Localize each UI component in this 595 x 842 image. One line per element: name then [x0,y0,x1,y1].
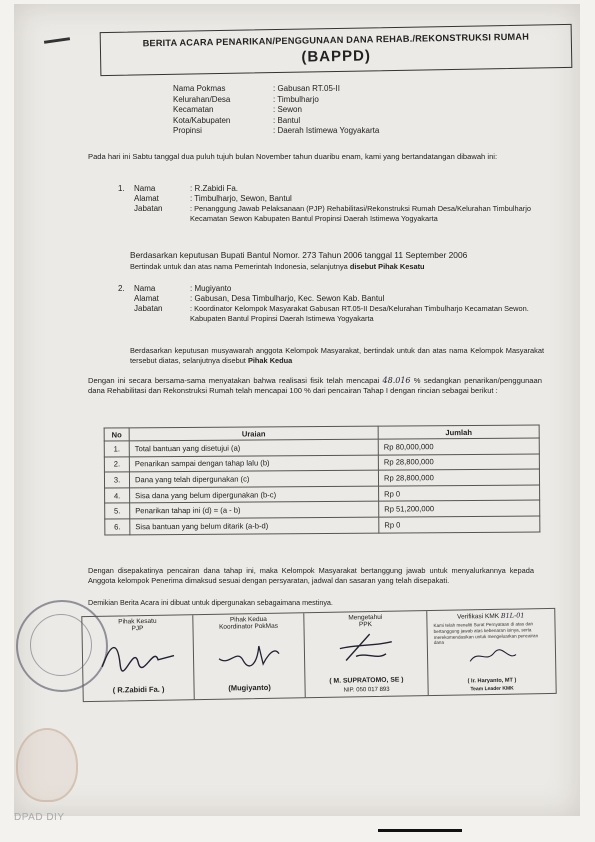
signatory-name: (Mugiyanto) [228,682,271,693]
table-row [105,516,540,535]
row-number: 3. [104,472,129,488]
row-amount: Rp 28,800,000 [378,454,539,471]
info-value: : Sewon [273,105,302,115]
scan-edge-bar [378,829,462,832]
signature-table [81,608,556,702]
row-description: Penarikan tahap ini (d) = (a - b) [130,501,379,518]
info-label: Propinsi [173,126,202,136]
column-header-jumlah: Jumlah [378,425,539,439]
party-1 [118,184,548,224]
info-row [173,105,379,116]
signature-scribble [461,647,521,666]
withdrawal-table [104,424,541,535]
party-2 [118,284,548,324]
party-designation: Pihak Kedua [247,356,293,365]
pokmas-info [173,84,379,137]
row-amount: Rp 0 [379,516,540,533]
realization-text-cont: % sedangkan penarikan/penggunaan dana Rehabilitasi dan Rekonstruksi Rumah telah mencapai 100 % dari pencairan Tahap I dengan rincian sebagai berikut : [88,376,542,396]
party-role-text: Bertindak untuk dan atas nama Pemerintah Indonesia, selanjutnya [130,262,348,271]
signature-subrole: PPK [358,621,373,629]
signatory-name: ( Ir. Haryanto, MT ) [467,677,517,685]
party-label: Jabatan [134,204,163,213]
info-label: Kota/Kabupaten [173,115,231,125]
signatory-name: ( M. SUPRATOMO, SE ) [329,676,404,685]
info-label: Nama Pokmas [173,84,226,93]
party-name: : R.Zabidi Fa. [190,184,239,193]
signature-pihak-kesatu [82,615,194,701]
row-number: 5. [105,503,130,519]
party-position: : Penanggung Jawab Pelaksanaan (PJP) Rehabilitasi/Rekonstruksi Rumah Desa/Kelurahan Timbulharjo Kecamatan Sewon Kabupaten Bantul Propinsi Daerah Istimewa Yogyakarta [190,204,531,223]
party-label: Alamat [134,194,159,203]
signatory-title: Team Leader KMK [470,685,514,693]
signature-scribble [326,629,407,664]
realization-paragraph [88,376,542,396]
signatory-name: ( R.Zabidi Fa. ) [112,684,165,695]
signature-subrole: PJP [131,625,144,633]
column-header-no: No [104,428,129,441]
realization-text: Dengan ini secara bersama-sama menyatakan bahwa realisasi fisik telah mencapai [88,376,380,385]
archive-seal-emblem [16,728,78,802]
signature-role: Pihak Kedua [229,615,267,624]
handwritten-percentage: 48.016 [382,376,411,385]
document-title: BERITA ACARA PENARIKAN/PENGGUNAAN DANA REHAB./REKONSTRUKSI RUMAH [142,31,530,49]
party-address: : Gabusan, Desa Timbulharjo, Kec. Sewon Kab. Bantul [190,294,385,303]
info-row [173,95,379,106]
info-value: : Bantul [273,115,301,125]
party-number: 1. [118,184,125,193]
signature-role: Mengetahui [348,613,383,622]
signature-mengetahui [304,611,428,697]
column-header-uraian: Uraian [129,426,378,441]
signature-role: Verifikasi KMK [457,612,500,621]
signatory-nip: NIP. 050 017 893 [343,686,390,694]
closing-statement: Demikian Berita Acara ini dibuat untuk dipergunakan sebagaimana mestinya. [88,598,333,607]
info-value: : Timbulharjo [273,94,319,104]
row-description: Dana yang telah dipergunakan (c) [129,470,378,487]
party-name: : Mugiyanto [190,284,232,293]
party-label: Nama [134,184,156,193]
intro-paragraph: Pada hari ini Sabtu tanggal dua puluh tujuh bulan November tahun duaribu enam, kami yang bertandatangan dibawah ini: [88,152,498,161]
signature-role: Pihak Kesatu [118,617,157,626]
signature-code: B1L-01 [500,611,525,620]
row-amount: Rp 28,800,000 [378,469,539,486]
row-number: 4. [105,488,130,504]
signature-subrole: Koordinator PokMas [218,622,278,631]
party-designation: disebut Pihak Kesatu [349,262,425,271]
closing-paragraph: Dengan disepakatinya pencairan dana tahap ini, maka Kelompok Masyarakat bertanggung jawab untuk menyalurkannya kepada Anggota kelompok Penerima dimaksud sesuai dengan persyaratan, jadwal dan sasaran yang telah disepakati. [88,566,534,586]
title-box [100,24,573,76]
info-row [173,126,379,137]
party-role-text: Berdasarkan keputusan musyawarah anggota Kelompok Masyarakat, bertindak untuk dan atas nama Kelompok Masyarakat tersebut diatas, selanjutnya disebut [130,346,544,365]
signature-verifikasi [427,609,555,695]
row-amount: Rp 51,200,000 [379,500,540,517]
info-row [173,116,379,127]
row-number: 2. [104,456,129,472]
row-amount: Rp 0 [379,485,540,502]
verification-note: Kami telah meneliti Surat Pernyataan di atas dan bertanggung jawab atas kebenaran isinya, serta merekomendasikan untuk mengeluarkan pencairan dana [433,621,539,646]
row-description: Total bantuan yang disetujui (a) [129,439,378,456]
party-2-basis [130,346,544,366]
party-1-basis: Berdasarkan keputusan Bupati Bantul Nomor. 273 Tahun 2006 tanggal 11 September 2006 [130,250,468,260]
signature-scribble [209,634,290,671]
signature-pihak-kedua [193,613,305,699]
row-number: 1. [104,441,129,457]
party-label: Jabatan [134,304,163,313]
row-description: Sisa bantuan yang belum ditarik (a-b-d) [130,517,379,534]
party-label: Alamat [134,294,159,303]
document-abbreviation: (BAPPD) [301,47,372,66]
info-row [173,84,379,95]
row-number: 6. [105,519,130,535]
party-position: : Koordinator Kelompok Masyarakat Gabusan RT.05-II Desa/Kelurahan Timbulharjo Kecamatan Sewon. Kabupaten Bantul Propinsi Daerah Istimewa Yogyakarta [190,304,529,323]
row-description: Penarikan sampai dengan tahap lalu (b) [129,455,378,472]
info-label: Kecamatan [173,105,214,115]
party-number: 2. [118,284,125,293]
pen-mark [44,37,70,44]
party-label: Nama [134,284,156,293]
party-1-role [130,262,550,272]
archive-watermark: DPAD DIY [14,812,65,823]
signature-scribble [98,635,179,672]
row-amount: Rp 80,000,000 [378,438,539,455]
row-description: Sisa dana yang belum dipergunakan (b-c) [130,486,379,503]
info-value: : Daerah Istimewa Yogyakarta [273,126,380,136]
info-value: : Gabusan RT.05-II [273,84,340,93]
party-address: : Timbulharjo, Sewon, Bantul [190,194,292,203]
info-label: Kelurahan/Desa [173,94,231,104]
